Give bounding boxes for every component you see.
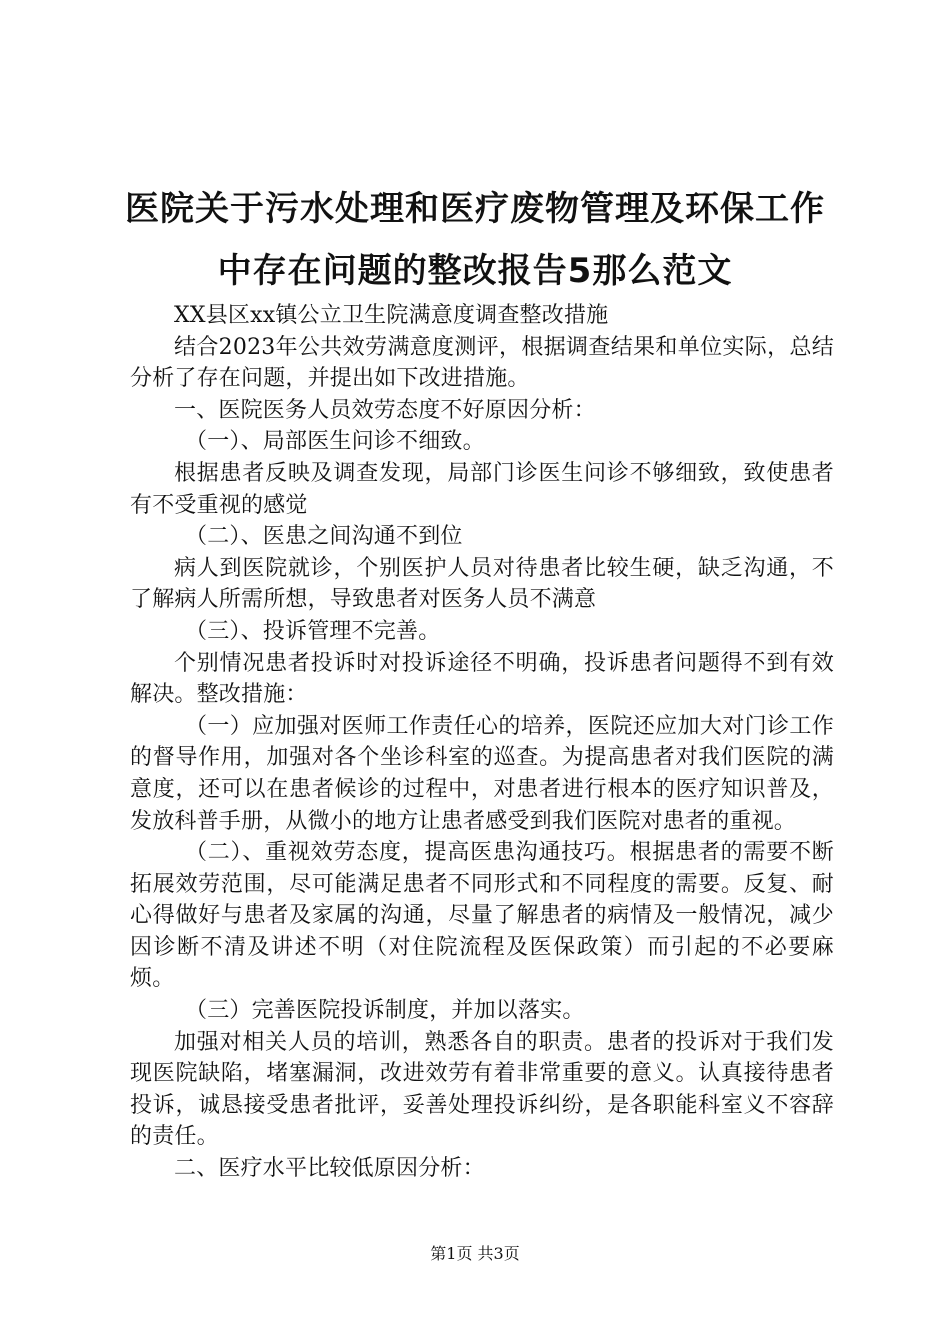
paragraph-intro: 结合2023年公共效劳满意度测评，根据调查结果和单位实际，总结分析了存在问题，并提出如下改进措施。 bbox=[130, 334, 834, 392]
title-line-2: 中存在问题的整改报告5那么范文 bbox=[217, 251, 733, 291]
document-body bbox=[130, 300, 834, 1185]
section-heading-1: 一、医院医务人员效劳态度不好原因分析： bbox=[174, 397, 596, 423]
measure-1: （一）应加强对医师工作责任心的培养，医院还应加大对门诊工作的督导作用，加强对各个坐诊科室的巡查。为提高患者对我们医院的满意度，还可以在患者候诊的过程中，对患者进行根本的医疗知识普及，发放科普手册，从微小的地方让患者感受到我们医院对患者的重视。 bbox=[130, 713, 834, 834]
paragraph-1-3: 个别情况患者投诉时对投诉途径不明确，投诉患者问题得不到有效解决。整改措施： bbox=[130, 650, 834, 708]
subheading-1-1: （一）、局部医生问诊不细致。 bbox=[185, 429, 485, 455]
paragraph-1-1: 根据患者反映及调查发现，局部门诊医生问诊不够细致，致使患者有不受重视的感觉 bbox=[130, 460, 834, 518]
measure-3-heading: （三）完善医院投诉制度，并加以落实。 bbox=[185, 998, 585, 1024]
page-number-footer: 第1页 共3页 bbox=[430, 1244, 520, 1263]
section-heading-2: 二、医疗水平比较低原因分析： bbox=[174, 1156, 485, 1182]
document-title bbox=[100, 178, 850, 302]
title-line-1: 医院关于污水处理和医疗废物管理及环保工作 bbox=[125, 189, 825, 229]
measure-2: （二）、重视效劳态度，提高医患沟通技巧。根据患者的需要不断拓展效劳范围，尽可能满足患者不同形式和不同程度的需要。反复、耐心得做好与患者及家属的沟通，尽量了解患者的病情及一般情况，减少因诊断不清及讲述不明（对住院流程及医保政策）而引起的不必要麻烦。 bbox=[130, 840, 834, 992]
subheading-1-2: （二）、医患之间沟通不到位 bbox=[185, 524, 463, 550]
measure-3-body: 加强对相关人员的培训，熟悉各自的职责。患者的投诉对于我们发现医院缺陷，堵塞漏洞，改进效劳有着非常重要的意义。认真接待患者投诉，诚恳接受患者批评，妥善处理投诉纠纷，是各职能科室义不容辞的责任。 bbox=[130, 1029, 834, 1150]
paragraph-1-2: 病人到医院就诊，个别医护人员对待患者比较生硬，缺乏沟通，不了解病人所需所想，导致患者对医务人员不满意 bbox=[130, 555, 834, 613]
subheading-1-3: （三）、投诉管理不完善。 bbox=[185, 618, 441, 644]
paragraph-subtitle: XX县区xx镇公立卫生院满意度调查整改措施 bbox=[174, 303, 609, 328]
